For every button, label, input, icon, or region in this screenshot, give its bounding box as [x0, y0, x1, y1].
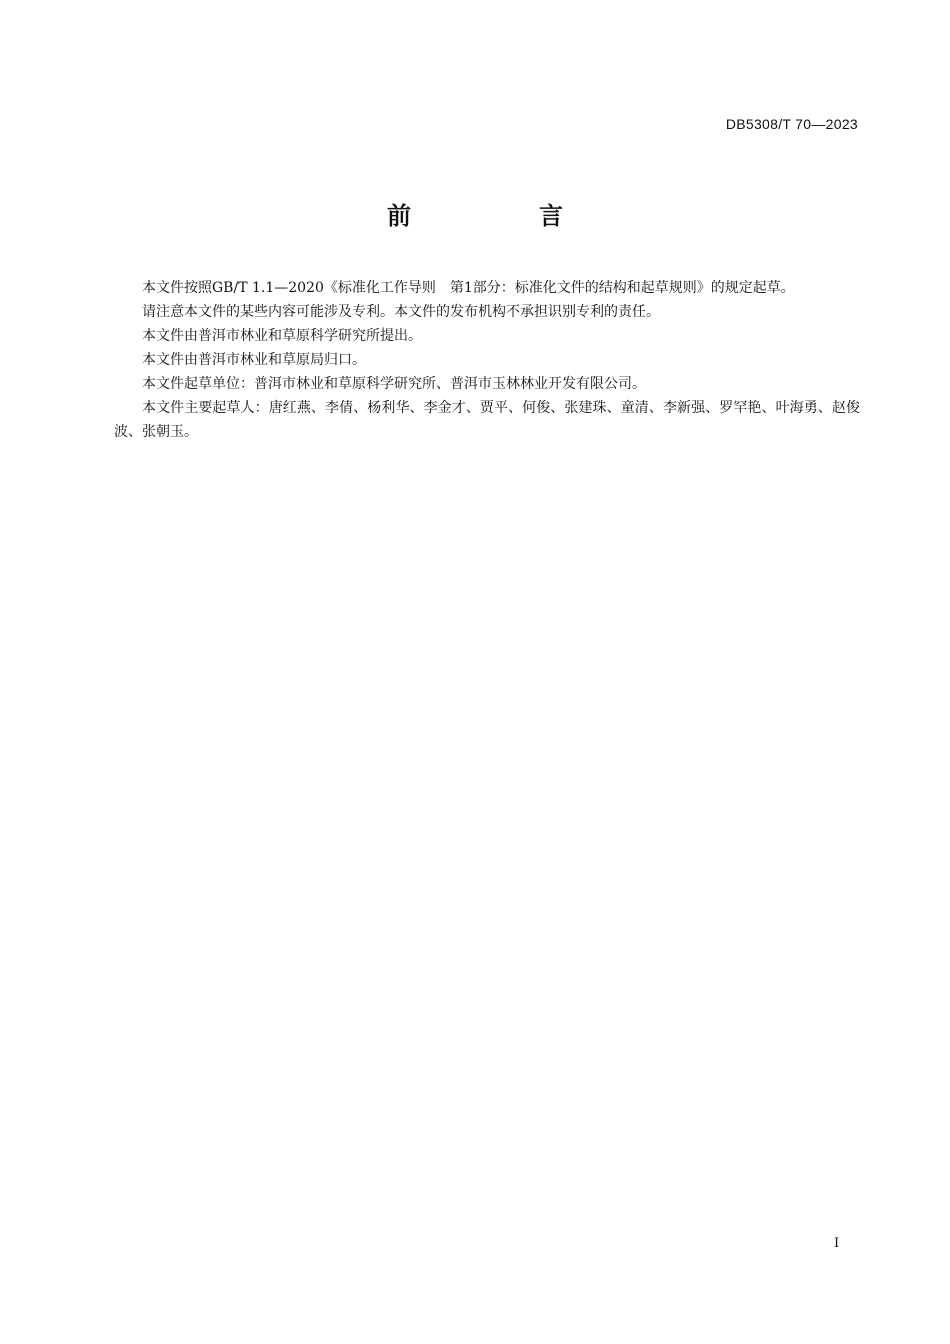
paragraph-drafters: 本文件主要起草人：唐红燕、李倩、杨利华、李金才、贾平、何俊、张建珠、童清、李新强、罗罕艳、叶海勇、赵俊波、张朝玉。 [114, 400, 860, 440]
paragraph-drafting-units: 本文件起草单位：普洱市林业和草原科学研究所、普洱市玉林林业开发有限公司。 [142, 376, 646, 392]
paragraph-administered-by: 本文件由普洱市林业和草原局归口。 [142, 352, 366, 368]
paragraph-drafting-rules: 本文件按照GB/T 1.1—2020《标准化工作导则 第1部分：标准化文件的结构和起草规则》的规定起草。 [142, 280, 795, 296]
page-title: 前 言 [387, 202, 615, 230]
page-number: I [834, 1236, 840, 1251]
foreword-body [114, 276, 860, 444]
paragraph-patent-notice: 请注意本文件的某些内容可能涉及专利。本文件的发布机构不承担识别专利的责任。 [142, 304, 660, 320]
paragraph-proposed-by: 本文件由普洱市林业和草原科学研究所提出。 [142, 328, 422, 344]
document-number: DB5308/T 70—2023 [725, 116, 858, 132]
